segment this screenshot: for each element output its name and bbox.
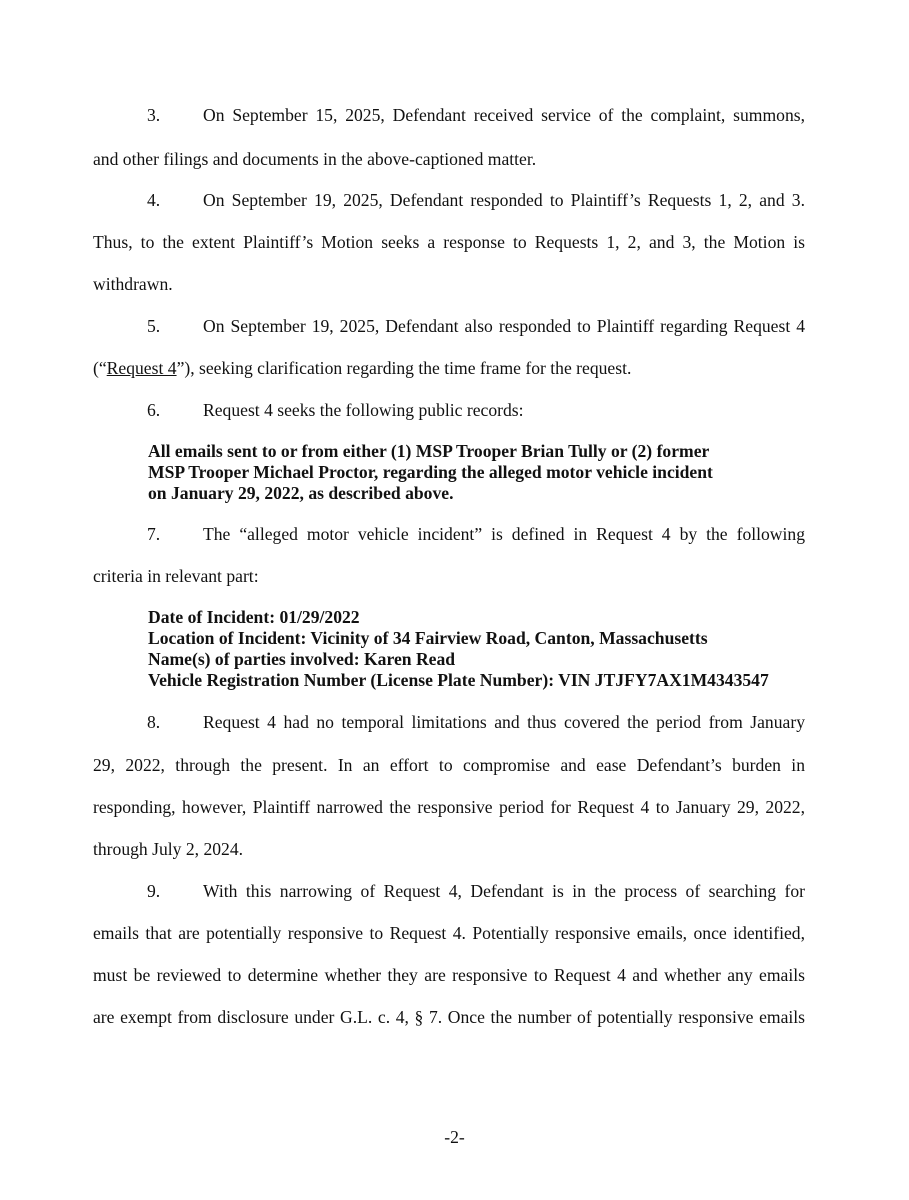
para-7-line-1: 7. The “alleged motor vehicle incident” is defined in Request 4 by the following <box>147 524 805 544</box>
para-8-line-4: through July 2, 2024. <box>93 839 244 859</box>
para-7-number: 7. <box>147 524 161 544</box>
para-4-number: 4. <box>147 190 161 210</box>
quote-2-line-3: Name(s) of parties involved: Karen Read <box>148 649 456 669</box>
para-9-line-3: must be reviewed to determine whether they are responsive to Request 4 and whether any emails <box>93 965 805 985</box>
para-4-line-2: Thus, to the extent Plaintiff’s Motion seeks a response to Requests 1, 2, and 3, the Motion is <box>93 232 805 252</box>
para-6-number: 6. <box>147 400 161 420</box>
para-4-line-1: 4. On September 19, 2025, Defendant responded to Plaintiff’s Requests 1, 2, and 3. <box>147 190 805 210</box>
para-9-line-4: are exempt from disclosure under G.L. c. 4, § 7. Once the number of potentially responsive emails <box>93 1007 805 1027</box>
quote-2-line-1: Date of Incident: 01/29/2022 <box>148 607 360 627</box>
page-number: -2- <box>444 1127 465 1147</box>
quote-2-line-2: Location of Incident: Vicinity of 34 Fairview Road, Canton, Massachusetts <box>148 628 708 648</box>
para-9-line-2: emails that are potentially responsive to Request 4. Potentially responsive emails, once identified, <box>93 923 805 943</box>
para-3-number: 3. <box>147 105 161 125</box>
para-9-number: 9. <box>147 881 161 901</box>
para-5-line-1: 5. On September 19, 2025, Defendant also responded to Plaintiff regarding Request 4 <box>147 316 805 336</box>
para-4-line-3: withdrawn. <box>93 274 173 294</box>
quote-1-line-1: All emails sent to or from either (1) MSP Trooper Brian Tully or (2) former <box>148 441 710 461</box>
para-6-line-1: 6. Request 4 seeks the following public records: <box>147 400 524 420</box>
para-8-number: 8. <box>147 712 161 732</box>
quote-1-line-3: on January 29, 2022, as described above. <box>148 483 454 503</box>
para-3-line-1: 3. On September 15, 2025, Defendant received service of the complaint, summons, <box>147 105 805 125</box>
quote-2-line-4: Vehicle Registration Number (License Plate Number): VIN JTJFY7AX1M4343547 <box>148 670 769 690</box>
para-5-number: 5. <box>147 316 161 336</box>
para-9-line-1: 9. With this narrowing of Request 4, Defendant is in the process of searching for <box>147 881 805 901</box>
para-5-line-2: (“Request 4”), seeking clarification regarding the time frame for the request. <box>93 358 632 378</box>
para-8-line-1: 8. Request 4 had no temporal limitations and thus covered the period from January <box>147 712 805 732</box>
para-8-line-2: 29, 2022, through the present. In an effort to compromise and ease Defendant’s burden in <box>93 755 805 775</box>
quote-1-line-2: MSP Trooper Michael Proctor, regarding the alleged motor vehicle incident <box>148 462 713 482</box>
para-3-line-2: and other filings and documents in the above-captioned matter. <box>93 149 537 169</box>
para-8-line-3: responding, however, Plaintiff narrowed the responsive period for Request 4 to January 29, 2022, <box>93 797 805 817</box>
para-7-line-2: criteria in relevant part: <box>93 566 259 586</box>
defined-term-request-4: Request 4 <box>106 358 177 378</box>
